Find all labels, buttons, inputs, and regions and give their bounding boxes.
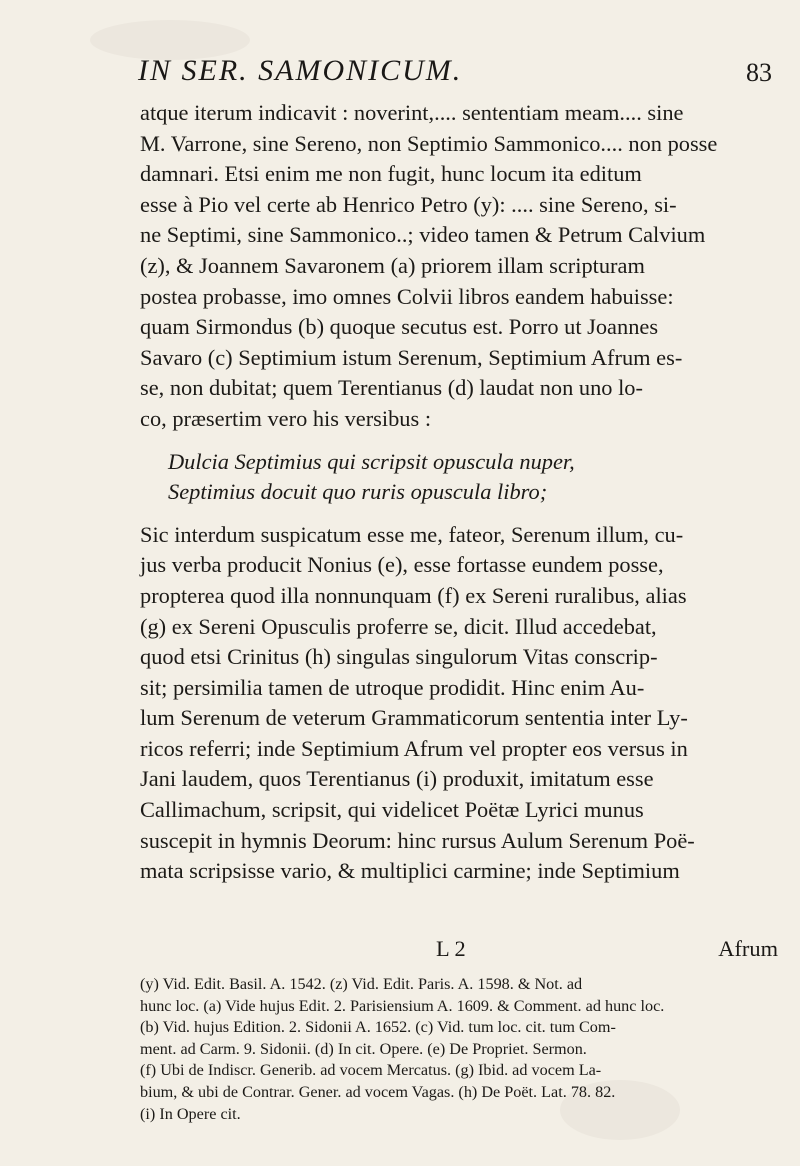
catchword: Afrum: [718, 936, 778, 961]
footnote-line: ment. ad Carm. 9. Sidonii. (d) In cit. Opere. (e) De Propriet. Sermon.: [140, 1039, 587, 1058]
footnotes: [140, 974, 790, 1125]
footnote-line: (b) Vid. hujus Edition. 2. Sidonii A. 1652. (c) Vid. tum loc. cit. tum Com-: [140, 1018, 616, 1037]
verse-line: Dulcia Septimius qui scripsit opuscula nuper,: [168, 448, 575, 474]
running-title: IN SER. SAMONICUM.: [138, 54, 463, 87]
text-line: Sic interdum suspicatum esse me, fateor, Serenum illum, cu-: [140, 521, 684, 547]
text-line: (z), & Joannem Savaronem (a) priorem illam scripturam: [140, 252, 645, 278]
text-line: propterea quod illa nonnunquam (f) ex Sereni ruralibus, alias: [140, 582, 687, 608]
text-line: Savaro (c) Septimium istum Serenum, Septimium Afrum es-: [140, 344, 683, 370]
text-line: quod etsi Crinitus (h) singulas singulorum Vitas conscrip-: [140, 644, 658, 670]
text-line: sit; persimilia tamen de utroque prodidit. Hinc enim Au-: [140, 674, 645, 700]
text-line: jus verba producit Nonius (e), esse fortasse eundem posse,: [140, 552, 664, 578]
text-line: atque iterum indicavit : noverint,.... sententiam meam.... sine: [140, 100, 684, 125]
footnote-line: (f) Ubi de Indiscr. Generib. ad vocem Mercatus. (g) Ibid. ad vocem La-: [140, 1061, 602, 1080]
text-line: ricos referri; inde Septimium Afrum vel propter eos versus in: [140, 735, 688, 761]
footnote-line: (y) Vid. Edit. Basil. A. 1542. (z) Vid. Edit. Paris. A. 1598. & Not. ad: [140, 975, 583, 993]
footnote-line: bium, & ubi de Contrar. Gener. ad vocem Vagas. (h) De Poët. Lat. 78. 82.: [140, 1082, 616, 1101]
text-line: ne Septimi, sine Sammonico..; video tamen & Petrum Calvium: [140, 222, 706, 248]
spacer: [140, 508, 780, 520]
text-line: lum Serenum de veterum Grammaticorum sententia inter Ly-: [140, 705, 688, 731]
page-header: [138, 54, 778, 94]
text-line: suscepit in hymnis Deorum: hinc rursus Aulum Serenum Poë-: [140, 827, 695, 853]
footnote-line: (i) In Opere cit.: [140, 1104, 241, 1123]
text-line: Callimachum, scripsit, qui videlicet Poëtæ Lyrici munus: [140, 797, 644, 823]
text-line: se, non dubitat; quem Terentianus (d) laudat non uno lo-: [140, 375, 643, 401]
text-line: M. Varrone, sine Sereno, non Septimio Sammonico.... non posse: [140, 130, 718, 156]
verse-line: Septimius docuit quo ruris opuscula libro;: [168, 479, 548, 505]
signature-row: [140, 936, 780, 966]
text-line: (g) ex Sereni Opusculis proferre se, dicit. Illud accedebat,: [140, 613, 657, 639]
text-line: esse à Pio vel certe ab Henrico Petro (y): .... sine Sereno, si-: [140, 191, 677, 217]
text-line: quam Sirmondus (b) quoque secutus est. Porro ut Joannes: [140, 314, 659, 340]
spacer: [140, 435, 780, 447]
text-line: mata scripsisse vario, & multiplici carmine; inde Septimium: [140, 858, 680, 884]
text-line: co, præsertim vero his versibus :: [140, 405, 432, 431]
footnote-line: hunc loc. (a) Vide hujus Edit. 2. Parisiensium A. 1609. & Comment. ad hunc loc.: [140, 996, 665, 1015]
signature-mark: L 2: [436, 936, 466, 961]
text-line: damnari. Etsi enim me non fugit, hunc locum ita editum: [140, 161, 642, 187]
main-text: [140, 98, 780, 887]
text-line: Jani laudem, quos Terentianus (i) produxit, imitatum esse: [140, 766, 654, 792]
page-number: 83: [746, 58, 772, 87]
text-line: postea probasse, imo omnes Colvii libros eandem habuisse:: [140, 283, 674, 309]
